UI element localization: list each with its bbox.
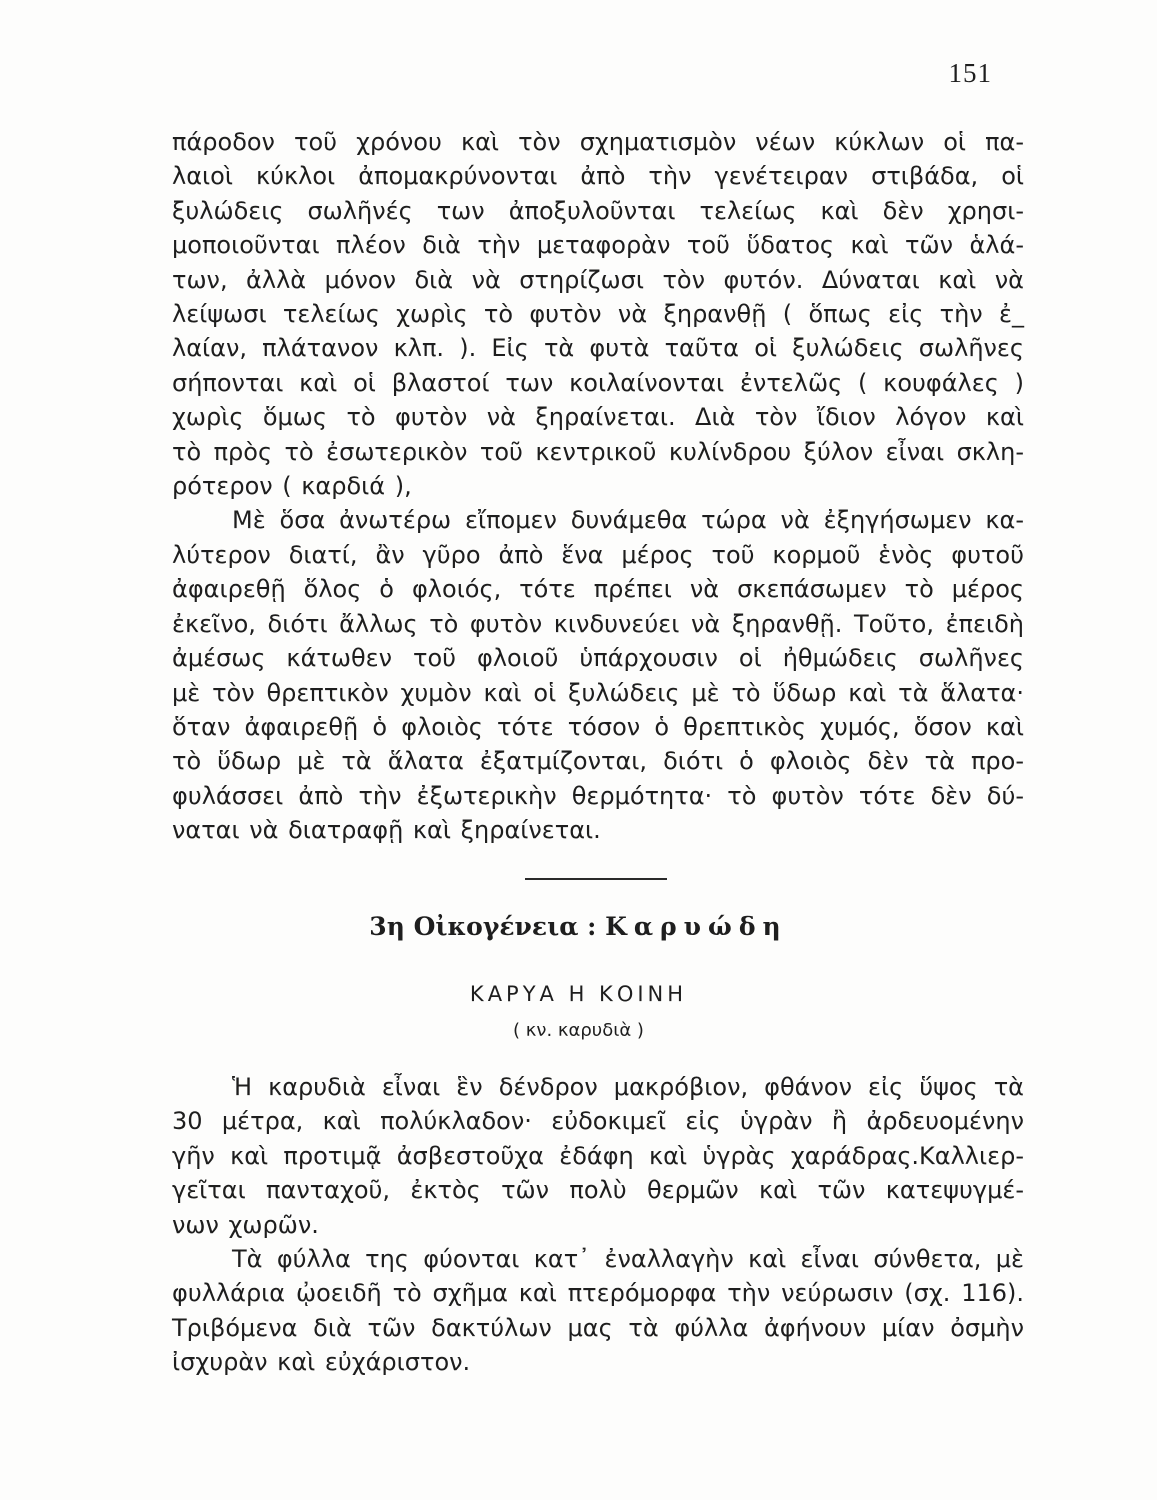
text-line: Ἡ καρυδιὰ εἶναι ἓν δένδρον μακρόβιον, φθάνον εἰς ὕψος τὰ (232, 1073, 1024, 1101)
text-line: Τὰ φύλλα της φύονται κατ᾽ ἐναλλαγὴν καὶ εἶναι σύνθετα, μὲ (232, 1245, 1024, 1274)
text-line: λαιοὶ κύκλοι ἀπομακρύνονται ἀπὸ τὴν γενέτειραν στιβάδα, οἱ (172, 162, 1024, 191)
section-divider (525, 878, 667, 880)
family-heading (0, 912, 1157, 941)
text-line: μοποιοῦνται πλέον διὰ τὴν μεταφορὰν τοῦ ὕδατος καὶ τῶν ἁλά- (172, 231, 1024, 260)
text-line: Τριβόμενα διὰ τῶν δακτύλων μας τὰ φύλλα ἀφήνουν μίαν ὀσμὴν (172, 1313, 1024, 1342)
text-line: ξυλώδεις σωλῆνές των ἀποξυλοῦνται τελείως καὶ δὲν χρησι- (172, 196, 1024, 225)
text-line: σήπονται καὶ οἱ βλαστοί των κοιλαίνονται ἐντελῶς ( κουφάλες ) (172, 368, 1024, 397)
family-heading-name: Καρυώδη (605, 912, 788, 941)
text-line: 30 μέτρα, καὶ πολύκλαδον· εὐδοκιμεῖ εἰς ὑγρὰν ἢ ἀρδευομένην (172, 1107, 1024, 1136)
text-line: Μὲ ὅσα ἀνωτέρω εἴπομεν δυνάμεθα τώρα νὰ ἐξηγήσωμεν κα- (232, 506, 1024, 535)
text-line: ἀφαιρεθῇ ὅλος ὁ φλοιός, τότε πρέπει νὰ σκεπάσωμεν τὸ μέρος (172, 575, 1024, 604)
text-line: μὲ τὸν θρεπτικὸν χυμὸν καὶ οἱ ξυλώδεις μὲ τὸ ὕδωρ καὶ τὰ ἅλατα· (172, 678, 1024, 707)
text-line: ἰσχυρὰν καὶ εὐχάριστον. (172, 1348, 471, 1377)
text-line: των, ἀλλὰ μόνον διὰ νὰ στηρίζωσι τὸν φυτόν. Δύναται καὶ νὰ (172, 265, 1024, 294)
species-common-name: ( κν. καρυδιὰ ) (513, 1020, 644, 1041)
text-line: πάροδον τοῦ χρόνου καὶ τὸν σχηματισμὸν νέων κύκλων οἱ πα- (172, 128, 1024, 156)
text-line: λείψωσι τελείως χωρὶς τὸ φυτὸν νὰ ξηρανθῇ ( ὅπως εἰς τὴν ἐ_ (172, 300, 1024, 329)
page-number: 151 (948, 58, 992, 88)
text-line: γῆν καὶ προτιμᾷ ἀσβεστοῦχα ἐδάφη καὶ ὑγρὰς χαράδρας.Καλλιερ- (172, 1141, 1024, 1170)
text-line: νων χωρῶν. (172, 1210, 319, 1239)
text-line: χωρὶς ὅμως τὸ φυτὸν νὰ ξηραίνεται. Διὰ τὸν ἴδιον λόγον καὶ (172, 403, 1024, 432)
text-line: λαίαν, πλάτανον κλπ. ). Εἰς τὰ φυτὰ ταῦτα οἱ ξυλώδεις σωλῆνες (172, 334, 1024, 363)
text-line: τὸ πρὸς τὸ ἐσωτερικὸν τοῦ κεντρικοῦ κυλίνδρου ξύλον εἶναι σκλη- (172, 437, 1024, 466)
text-line: ὅταν ἀφαιρεθῇ ὁ φλοιὸς τότε τόσον ὁ θρεπτικὸς χυμός, ὅσον καὶ (172, 712, 1024, 741)
text-line: φυλάσσει ἀπὸ τὴν ἐξωτερικὴν θερμότητα· τὸ φυτὸν τότε δὲν δύ- (172, 781, 1024, 810)
species-title: ΚΑΡΥΑ Η ΚΟΙΝΗ (469, 982, 688, 1006)
text-line: τὸ ὕδωρ μὲ τὰ ἅλατα ἐξατμίζονται, διότι ὁ φλοιὸς δὲν τὰ προ- (172, 747, 1024, 776)
text-line: ναται νὰ διατραφῇ καὶ ξηραίνεται. (172, 816, 601, 845)
text-line: φυλλάρια ᾠοειδῆ τὸ σχῆμα καὶ πτερόμορφα τὴν νεύρωσιν (σχ. 116). (172, 1279, 1024, 1308)
family-heading-prefix: 3η Οἰκογένεια : (369, 912, 597, 941)
text-block-top (172, 125, 1024, 848)
text-line: γεῖται πανταχοῦ, ἐκτὸς τῶν πολὺ θερμῶν καὶ τῶν κατεψυγμέ- (172, 1176, 1024, 1205)
text-line: ἀμέσως κάτωθεν τοῦ φλοιοῦ ὑπάρχουσιν οἱ ἠθμώδεις σωλῆνες (172, 644, 1024, 673)
text-line: ἐκεῖνο, διότι ἄλλως τὸ φυτὸν κινδυνεύει νὰ ξηρανθῇ. Τοῦτο, ἐπειδὴ (172, 609, 1024, 638)
text-block-bottom (172, 1070, 1024, 1380)
text-line: ρότερον ( καρδιά ), (172, 472, 412, 501)
text-line: λύτερον διατί, ἂν γῦρο ἀπὸ ἕνα μέρος τοῦ κορμοῦ ἑνὸς φυτοῦ (172, 540, 1024, 569)
